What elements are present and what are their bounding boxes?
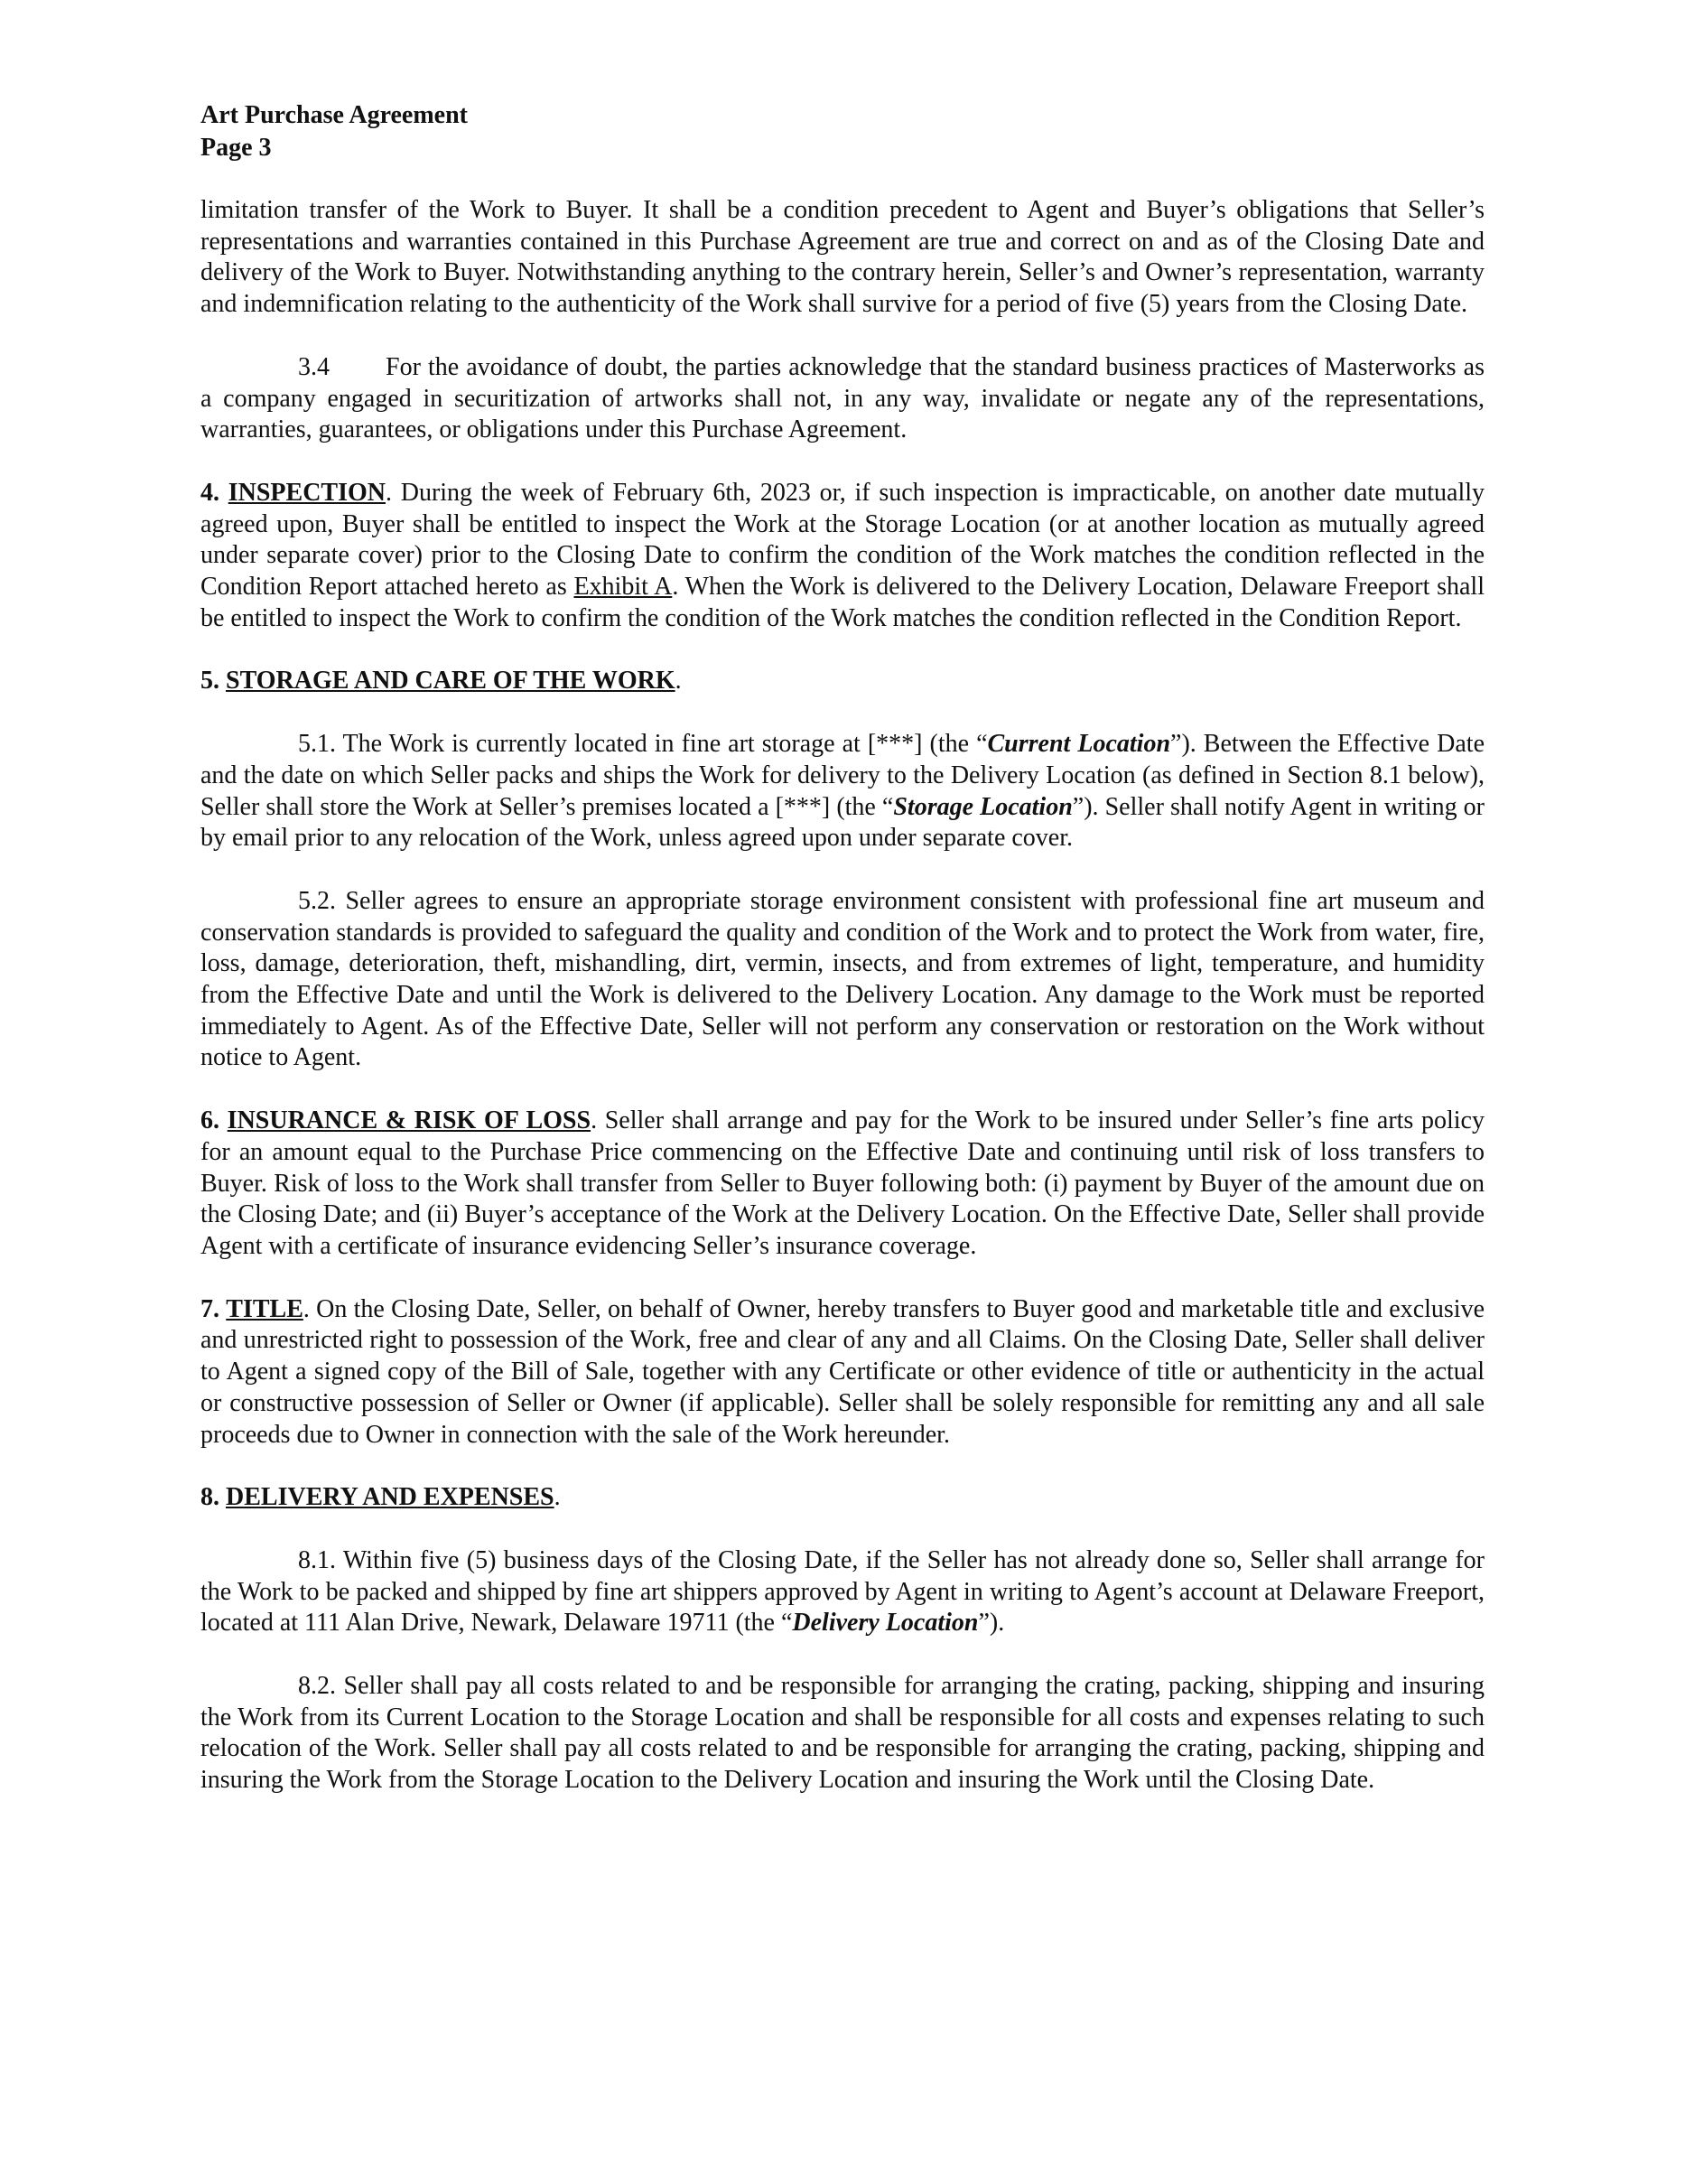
section-number: 4. — [200, 478, 219, 507]
section-3-4 — [200, 352, 1485, 446]
section-text: 5.2. Seller agrees to ensure an appropriate storage environment consistent with professional fine art museum and conservation standards is provided to safeguard the quality and condition of the Work and to protect the Work from water, fire, loss, damage, deterioration, theft, mishandling, dirt, vermin, insects, and from extremes of light, temperature, and humidity from the Effective Date and until the Work is delivered to the Delivery Location. Any damage to the Work must be reported immediately to Agent. As of the Effective Date, Seller will not perform any conservation or restoration on the Work without notice to Agent. — [200, 886, 1485, 1072]
section-4-inspection — [200, 478, 1485, 635]
section-text: . On the Closing Date, Seller, on behalf of Owner, hereby transfers to Buyer good and marketable title and exclusive and unrestricted right to possession of the Work, free and clear of any and all Claims. On the Closing Date, Seller shall deliver to Agent a signed copy of the Bill of Sale, together with any Certificate or other evidence of title or authenticity in the actual or constructive possession of Seller or Owner (if applicable). Seller shall be solely responsible for remitting any and all sale proceeds due to Owner in connection with the sale of the Work hereunder. — [200, 1294, 1485, 1449]
section-number: 7. — [200, 1294, 219, 1323]
section-title: INSPECTION — [228, 478, 386, 507]
heading-tail: . — [675, 667, 682, 695]
section-text: For the avoidance of doubt, the parties acknowledge that the standard business practices of Masterworks as a company engaged in securitization of artworks shall not, in any way, invalidate or negate any of the representations, warranties, guarantees, or obligations under this Purchase Agreement. — [200, 352, 1485, 444]
section-7-title — [200, 1294, 1485, 1451]
section-5-heading — [200, 666, 1485, 697]
section-text: 5.1. The Work is currently located in fine art storage at [***] (the “ — [298, 730, 988, 759]
paragraph-text: limitation transfer of the Work to Buyer. It shall be a condition precedent to Agent and Buyer’s obligations that Seller’s representations and warranties contained in this Purchase Agreement are true and correct on and as of the Closing Date and delivery of the Work to Buyer. Notwithstanding anything to the contrary herein, Seller’s and Owner’s representation, warranty and indemnification relating to the authenticity of the Work shall survive for a period of five (5) years from the Closing Date. — [200, 196, 1485, 319]
heading-tail: . — [554, 1483, 561, 1512]
section-8-heading — [200, 1482, 1485, 1514]
section-text: 8.1. Within five (5) business days of the Closing Date, if the Seller has not already done so, Seller shall arrange for the Work to be packed and shipped by fine art shippers approved by Agent in writing to Agent’s account at Delaware Freeport, located at 111 Alan Drive, Newark, Delaware 19711 (the “ — [200, 1545, 1485, 1638]
section-text-cont: ”). Between the Effective Date and the date on which Seller packs and ships the Work for delivery to the Delivery Location (as defined in Section 8.1 below), Seller shall store the Work at Seller’s premises located a [***] (the “ — [200, 730, 1485, 821]
paragraph-continuation — [200, 195, 1485, 321]
exhibit-reference: Exhibit A — [573, 573, 673, 602]
section-number: 6. — [200, 1106, 219, 1135]
section-title: INSURANCE & RISK OF LOSS — [227, 1106, 591, 1135]
section-text: . Seller shall arrange and pay for the Work to be insured under Seller’s fine arts policy for an amount equal to the Purchase Price commencing on the Effective Date and continuing until risk of loss transfers to Buyer. Risk of loss to the Work shall transfer from Seller to Buyer following both: (i) payment by Buyer of the amount due on the Closing Date; and (ii) Buyer’s acceptance of the Work at the Delivery Location. On the Effective Date, Seller shall provide Agent with a certificate of insurance evidencing Seller’s insurance coverage. — [200, 1106, 1485, 1260]
section-8-2 — [200, 1671, 1485, 1797]
section-6-insurance — [200, 1106, 1485, 1263]
section-title: DELIVERY AND EXPENSES — [226, 1483, 554, 1512]
section-number: 5. — [200, 667, 219, 695]
section-text: . During the week of February 6th, 2023 or, if such inspection is impracticable, on another date mutually agreed upon, Buyer shall be entitled to inspect the Work at the Storage Location (or at another location as mutually agreed under separate cover) prior to the Closing Date to confirm the condition of the Work matches the condition reflected in the Condition Report attached hereto as — [200, 478, 1485, 602]
section-5-2 — [200, 886, 1485, 1074]
document-title: Art Purchase Agreement — [200, 101, 468, 129]
section-text-end: ”). — [978, 1609, 1005, 1638]
section-8-1 — [200, 1545, 1485, 1639]
section-5-1 — [200, 729, 1485, 854]
section-title: STORAGE AND CARE OF THE WORK — [226, 667, 675, 695]
section-title: TITLE — [226, 1294, 303, 1323]
defined-term-delivery-location: Delivery Location — [792, 1609, 979, 1638]
page-number: Page 3 — [200, 134, 272, 162]
document-page — [200, 99, 1485, 1797]
section-text-cont: . When the Work is delivered to the Delivery Location, Delaware Freeport shall be entitled to inspect the Work to confirm the condition of the Work matches the condition reflected in the Condition Report. — [200, 573, 1485, 632]
defined-term-current-location: Current Location — [987, 730, 1171, 759]
defined-term-storage-location: Storage Location — [893, 792, 1073, 821]
section-text-end: ”). Seller shall notify Agent in writing or by email prior to any relocation of the Work, unless agreed upon under separate cover. — [200, 792, 1485, 853]
section-text: 8.2. Seller shall pay all costs related to and be responsible for arranging the crating, packing, shipping and insuring the Work from its Current Location to the Storage Location and shall be responsible for all costs and expenses relating to such relocation of the Work. Seller shall pay all costs related to and be responsible for arranging the crating, packing, shipping and insuring the Work from the Storage Location to the Delivery Location and insuring the Work until the Closing Date. — [200, 1672, 1485, 1795]
page-header — [200, 99, 1485, 164]
section-number: 3.4 — [298, 352, 330, 381]
section-number: 8. — [200, 1483, 219, 1512]
